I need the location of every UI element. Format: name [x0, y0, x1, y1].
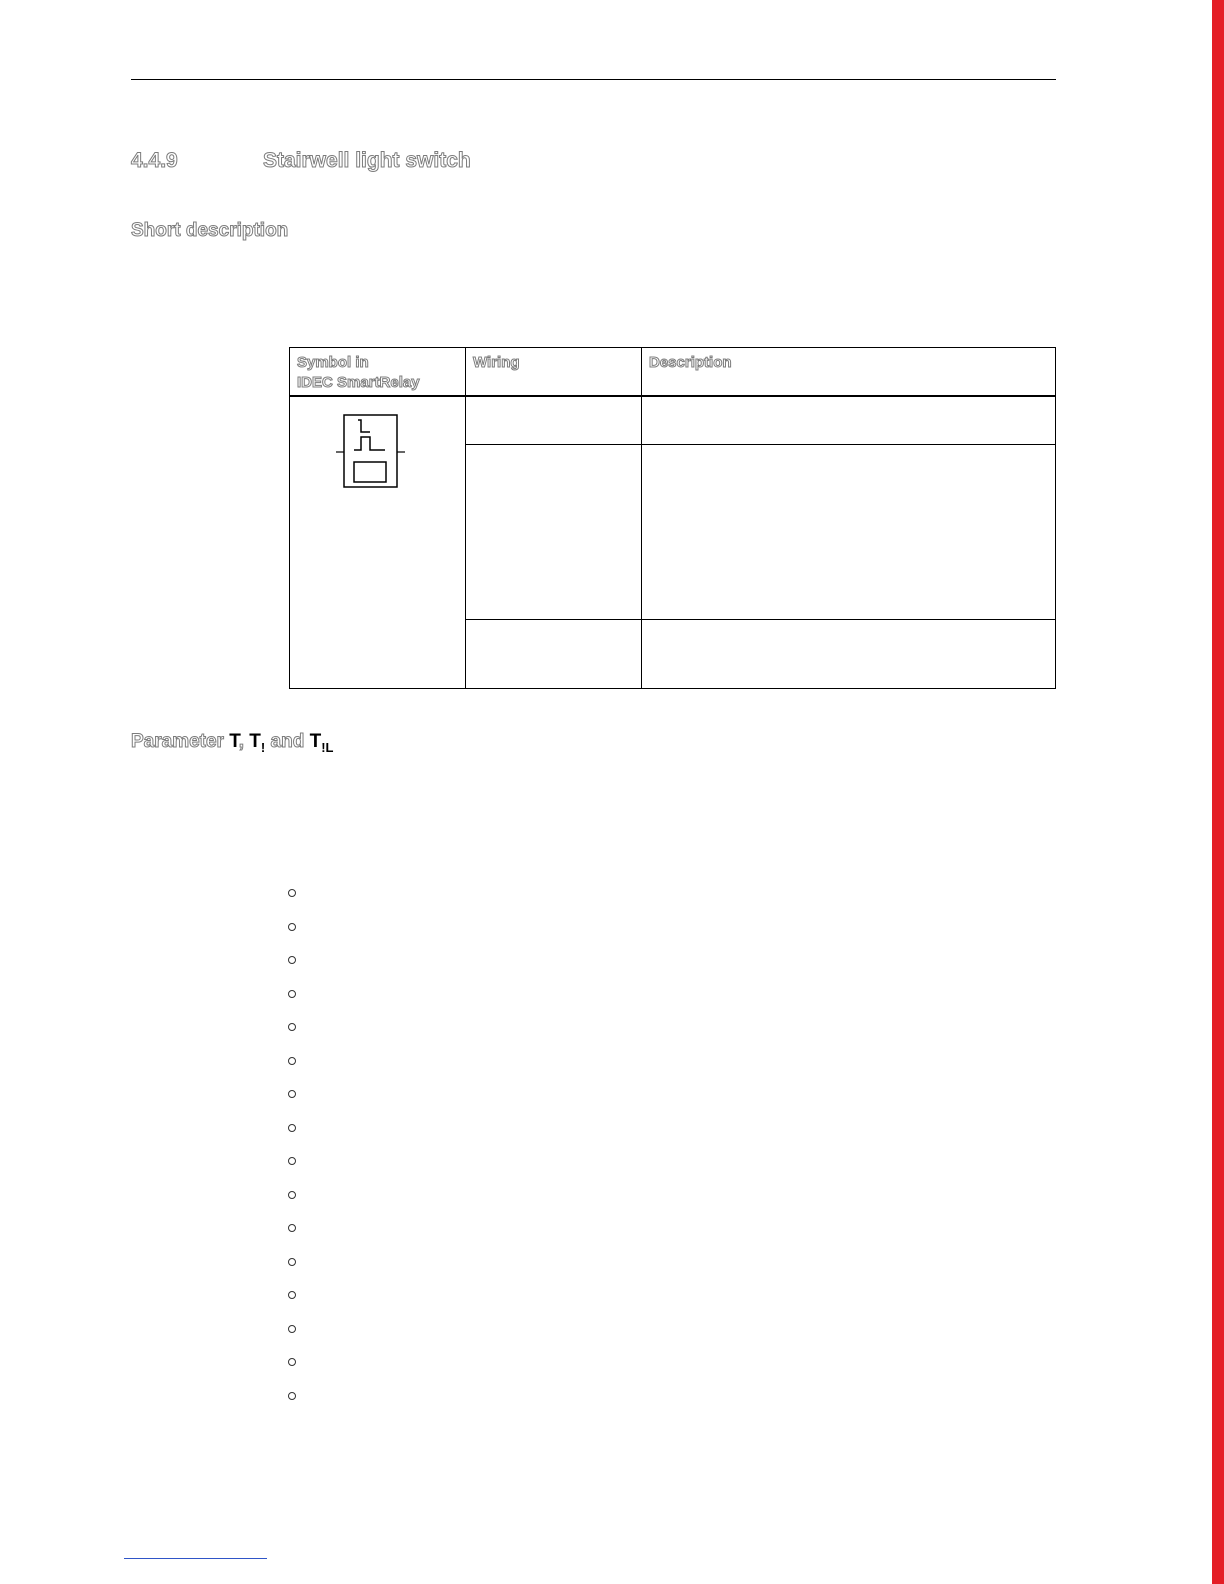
footer-link-underline[interactable] [124, 1558, 267, 1559]
bullet-marker [288, 1157, 298, 1167]
bullet-marker [288, 889, 298, 899]
bullet-marker [288, 1191, 298, 1201]
bullet-marker [288, 1090, 298, 1100]
parameter-til-subscript: !L [321, 740, 334, 755]
bullet-marker [288, 1124, 298, 1134]
table-row-divider-2 [465, 619, 1056, 620]
bullet-marker [288, 1291, 298, 1301]
parameter-ti: T [249, 731, 261, 752]
bullet-marker [288, 1392, 298, 1402]
parameter-heading-prefix: Parameter [131, 731, 230, 752]
parameter-heading [131, 731, 333, 755]
table-border-bottom [289, 688, 1056, 689]
bullet-marker [288, 1258, 298, 1268]
bullet-marker [288, 990, 298, 1000]
table-header-wiring: Wiring [473, 354, 520, 371]
table-header-rule [289, 395, 1056, 397]
bullet-marker [288, 923, 298, 933]
short-description-heading: Short description [131, 220, 289, 241]
bullet-marker [288, 1023, 298, 1033]
table-col-divider-1 [465, 347, 466, 689]
table-border-top [289, 347, 1056, 348]
page-edge-marker [1212, 0, 1224, 1584]
bullet-marker [288, 1224, 298, 1234]
section-number: 4.4.9 [131, 149, 178, 172]
parameter-til: T [309, 731, 322, 752]
table-header-symbol [297, 353, 420, 393]
parameter-and: and [265, 731, 310, 752]
bullet-marker [288, 1325, 298, 1335]
stairwell-switch-symbol-icon [333, 412, 408, 490]
parameter-ti-subscript: ! [260, 740, 266, 755]
bullet-marker [288, 956, 298, 966]
table-col-divider-2 [641, 347, 642, 689]
parameter-sep: , [238, 731, 250, 752]
parameter-t: T [229, 731, 239, 752]
table-header-symbol-line2: IDEC SmartRelay [297, 374, 420, 391]
table-row-divider-1 [465, 444, 1056, 445]
header-rule [131, 79, 1056, 80]
function-table [289, 347, 1056, 689]
section-title: Stairwell light switch [263, 149, 471, 172]
table-border-left [289, 347, 290, 689]
table-header-description: Description [649, 354, 732, 371]
bullet-marker [288, 1358, 298, 1368]
table-border-right [1055, 347, 1056, 689]
bullet-marker [288, 1057, 298, 1067]
table-header-symbol-line1: Symbol in [297, 354, 369, 371]
